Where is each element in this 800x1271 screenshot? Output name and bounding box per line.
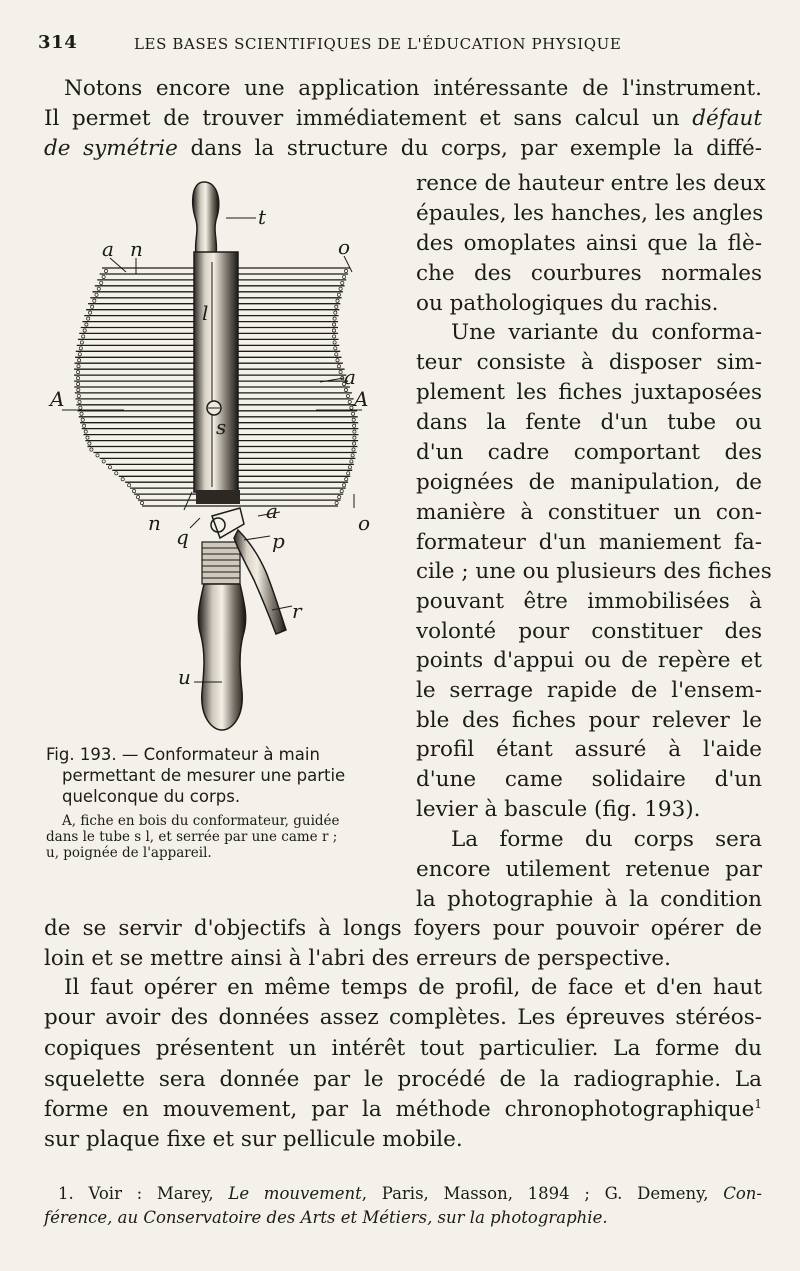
- strip-end: [115, 472, 118, 475]
- body-line: des omoplates ainsi que la flè-: [416, 231, 762, 256]
- figure-label-t: t: [258, 205, 267, 229]
- body-line: épaules, les hanches, les angles: [416, 201, 764, 226]
- body-line: pouvant être immobilisées à: [416, 589, 762, 614]
- footnote-line: férence, au Conservatoire des Arts et Métiers, sur la photographie.: [44, 1208, 608, 1227]
- strip-end: [336, 359, 339, 362]
- strip-end: [82, 335, 85, 338]
- strip-end: [348, 400, 351, 403]
- figure-label-s: s: [216, 415, 227, 439]
- strip-end: [136, 496, 139, 499]
- strip-end: [77, 388, 80, 391]
- strip-end: [350, 406, 353, 409]
- strip-end: [334, 311, 337, 314]
- body-line: Notons encore une application intéressante de l'instrument.: [64, 76, 762, 101]
- figure-label-p: p: [272, 529, 285, 553]
- strip-end: [339, 371, 342, 374]
- strip-end: [333, 317, 336, 320]
- body-line: cile ; une ou plusieurs des fiches: [416, 559, 772, 584]
- body-line: profil étant assuré à l'aide: [416, 737, 762, 762]
- body-line: ou pathologiques du rachis.: [416, 291, 719, 316]
- strip-end: [77, 365, 80, 368]
- body-line: d'un cadre comportant des: [416, 440, 762, 465]
- legend-line: A, fiche en bois du conformateur, guidée: [62, 813, 340, 829]
- caption-legend: [46, 813, 396, 861]
- strip-end: [78, 400, 81, 403]
- body-line: de symétrie dans la structure du corps, par exemple la diffé-: [44, 136, 762, 161]
- figure-label-l: l: [202, 301, 209, 325]
- figure-label-a-mid: a: [344, 365, 356, 389]
- figure-label-n-bot: n: [148, 511, 161, 535]
- body-line: rence de hauteur entre les deux: [416, 171, 766, 196]
- strip-end: [88, 442, 91, 445]
- strip-end: [333, 335, 336, 338]
- figure-label-n-top: n: [130, 237, 143, 261]
- footnote-number: 1.: [58, 1184, 74, 1203]
- strip-end: [348, 466, 351, 469]
- strip-end: [81, 418, 84, 421]
- strip-end: [336, 299, 339, 302]
- guide-tube: [194, 252, 238, 492]
- strip-end: [80, 412, 83, 415]
- caption-title: Fig. 193. — Conformateur à main: [46, 745, 320, 764]
- strip-end: [132, 490, 135, 493]
- body-line: d'une came solidaire d'un: [416, 767, 762, 792]
- body-line: squelette sera donnée par le procédé de la radiographie. La: [44, 1067, 762, 1092]
- body-line: la photographie à la condition: [416, 887, 762, 912]
- strip-end: [84, 430, 87, 433]
- figure-caption: [46, 744, 396, 861]
- legend-line: dans le tube s l, et serrée par une came r ;: [46, 829, 338, 845]
- body-line: ble des fiches pour relever le: [416, 708, 762, 733]
- conformateur-illustration: [44, 172, 392, 742]
- strip-end: [335, 353, 338, 356]
- strip-end: [333, 341, 336, 344]
- footnote-marker: 1: [754, 1096, 762, 1111]
- strip-end: [90, 448, 93, 451]
- tube-collar: [196, 490, 240, 504]
- running-title: LES BASES SCIENTIFIQUES DE L'ÉDUCATION PHYSIQUE: [134, 35, 622, 53]
- strip-end: [96, 454, 99, 457]
- strip-end: [78, 359, 81, 362]
- strip-end: [337, 293, 340, 296]
- strip-end: [104, 269, 107, 272]
- strip-end: [335, 305, 338, 308]
- caption-line: quelconque du corps.: [62, 787, 241, 806]
- strip-end: [140, 501, 143, 504]
- footnote: [44, 1182, 762, 1230]
- strip-end: [95, 293, 98, 296]
- figure-193-conformateur: [44, 172, 392, 742]
- strip-end: [97, 287, 100, 290]
- body-line: Une variante du conforma-: [451, 320, 762, 345]
- body-line: loin et se mettre ainsi à l'abri des erreurs de perspective.: [44, 946, 671, 971]
- strip-end: [337, 365, 340, 368]
- strip-end: [83, 329, 86, 332]
- strip-end: [353, 430, 356, 433]
- strip-end: [108, 466, 111, 469]
- strip-end: [77, 371, 80, 374]
- strip-end: [338, 496, 341, 499]
- strip-end: [343, 275, 346, 278]
- strip-end: [340, 490, 343, 493]
- strip-end: [333, 323, 336, 326]
- body-line: forme en mouvement, par la méthode chronophotographique$^1$: [44, 1096, 762, 1122]
- strip-end: [353, 424, 356, 427]
- strip-end: [339, 287, 342, 290]
- figure-label-r: r: [292, 599, 302, 623]
- body-line: encore utilement retenue par: [416, 857, 762, 882]
- running-header: [38, 32, 762, 58]
- strip-end: [128, 484, 131, 487]
- body-line: pour avoir des données assez complètes. Les épreuves stéréos-: [44, 1005, 762, 1030]
- figure-label-A-right: A: [354, 387, 369, 411]
- strip-end: [76, 377, 79, 380]
- body-line: sur plaque fixe et sur pellicule mobile.: [44, 1127, 463, 1152]
- figure-label-u: u: [178, 665, 191, 689]
- strip-end: [343, 484, 346, 487]
- body-line: levier à bascule (fig. 193).: [416, 797, 701, 822]
- body-line: de se servir d'objectifs à longs foyers pour pouvoir opérer de: [44, 916, 762, 941]
- legend-line: u, poignée de l'appareil.: [46, 845, 212, 861]
- strip-end: [345, 478, 348, 481]
- body-line: Il permet de trouver immédiatement et sans calcul un défaut: [44, 106, 762, 131]
- body-line: La forme du corps sera: [451, 827, 762, 852]
- page-number: 314: [38, 32, 78, 53]
- body-line: le serrage rapide de l'ensem-: [416, 678, 762, 703]
- strip-end: [91, 305, 94, 308]
- body-line: plement les fiches juxtaposées: [416, 380, 762, 405]
- threaded-section: [202, 542, 240, 584]
- strip-end: [87, 317, 90, 320]
- strip-end: [80, 341, 83, 344]
- strip-end: [350, 460, 353, 463]
- strip-end: [346, 394, 349, 397]
- strip-end: [79, 347, 82, 350]
- strip-end: [352, 418, 355, 421]
- figure-label-a-bot: a: [266, 499, 278, 523]
- body-line: dans la fente d'un tube ou: [416, 410, 762, 435]
- figure-label-a-top: a: [102, 237, 114, 261]
- figure-label-q: q: [176, 525, 189, 549]
- strip-end: [77, 382, 80, 385]
- body-line: manière à constituer un con-: [416, 500, 762, 525]
- strip-end: [352, 412, 355, 415]
- strip-end: [89, 311, 92, 314]
- strip-end: [341, 281, 344, 284]
- body-line: poignées de manipulation, de: [416, 470, 762, 495]
- strip-end: [86, 436, 89, 439]
- handle: [198, 584, 245, 730]
- body-line: teur consiste à disposer sim-: [416, 350, 762, 375]
- strip-end: [102, 460, 105, 463]
- strip-end: [353, 442, 356, 445]
- strip-end: [93, 299, 96, 302]
- strip-end: [100, 281, 103, 284]
- strip-end: [83, 424, 86, 427]
- strip-end: [121, 478, 124, 481]
- strip-end: [85, 323, 88, 326]
- body-line: points d'appui ou de repère et: [416, 648, 762, 673]
- strip-end: [332, 329, 335, 332]
- strip-end: [77, 394, 80, 397]
- strip-end: [347, 472, 350, 475]
- strip-end: [351, 454, 354, 457]
- body-line: che des courbures normales: [416, 261, 762, 286]
- body-line: Il faut opérer en même temps de profil, de face et d'en haut: [64, 975, 762, 1000]
- strip-end: [335, 501, 338, 504]
- body-line: copiques présentent un intérêt tout particulier. La forme du: [44, 1036, 762, 1061]
- strip-end: [78, 353, 81, 356]
- body-line: volonté pour constituer des: [416, 619, 762, 644]
- strip-end: [102, 275, 105, 278]
- top-knob: [193, 182, 219, 254]
- strip-end: [352, 448, 355, 451]
- strip-end: [353, 436, 356, 439]
- footnote-line: 1. Voir : Marey, Le mouvement, Paris, Masson, 1894 ; G. Demeny, Con-: [58, 1184, 762, 1203]
- strip-end: [344, 269, 347, 272]
- body-line: formateur d'un maniement fa-: [416, 530, 762, 555]
- strip-end: [334, 347, 337, 350]
- figure-label-o-top: o: [338, 235, 351, 259]
- strip-end: [79, 406, 82, 409]
- figure-label-A-left: A: [50, 387, 65, 411]
- figure-label-o-bot: o: [358, 511, 371, 535]
- caption-line: permettant de mesurer une partie: [62, 766, 346, 785]
